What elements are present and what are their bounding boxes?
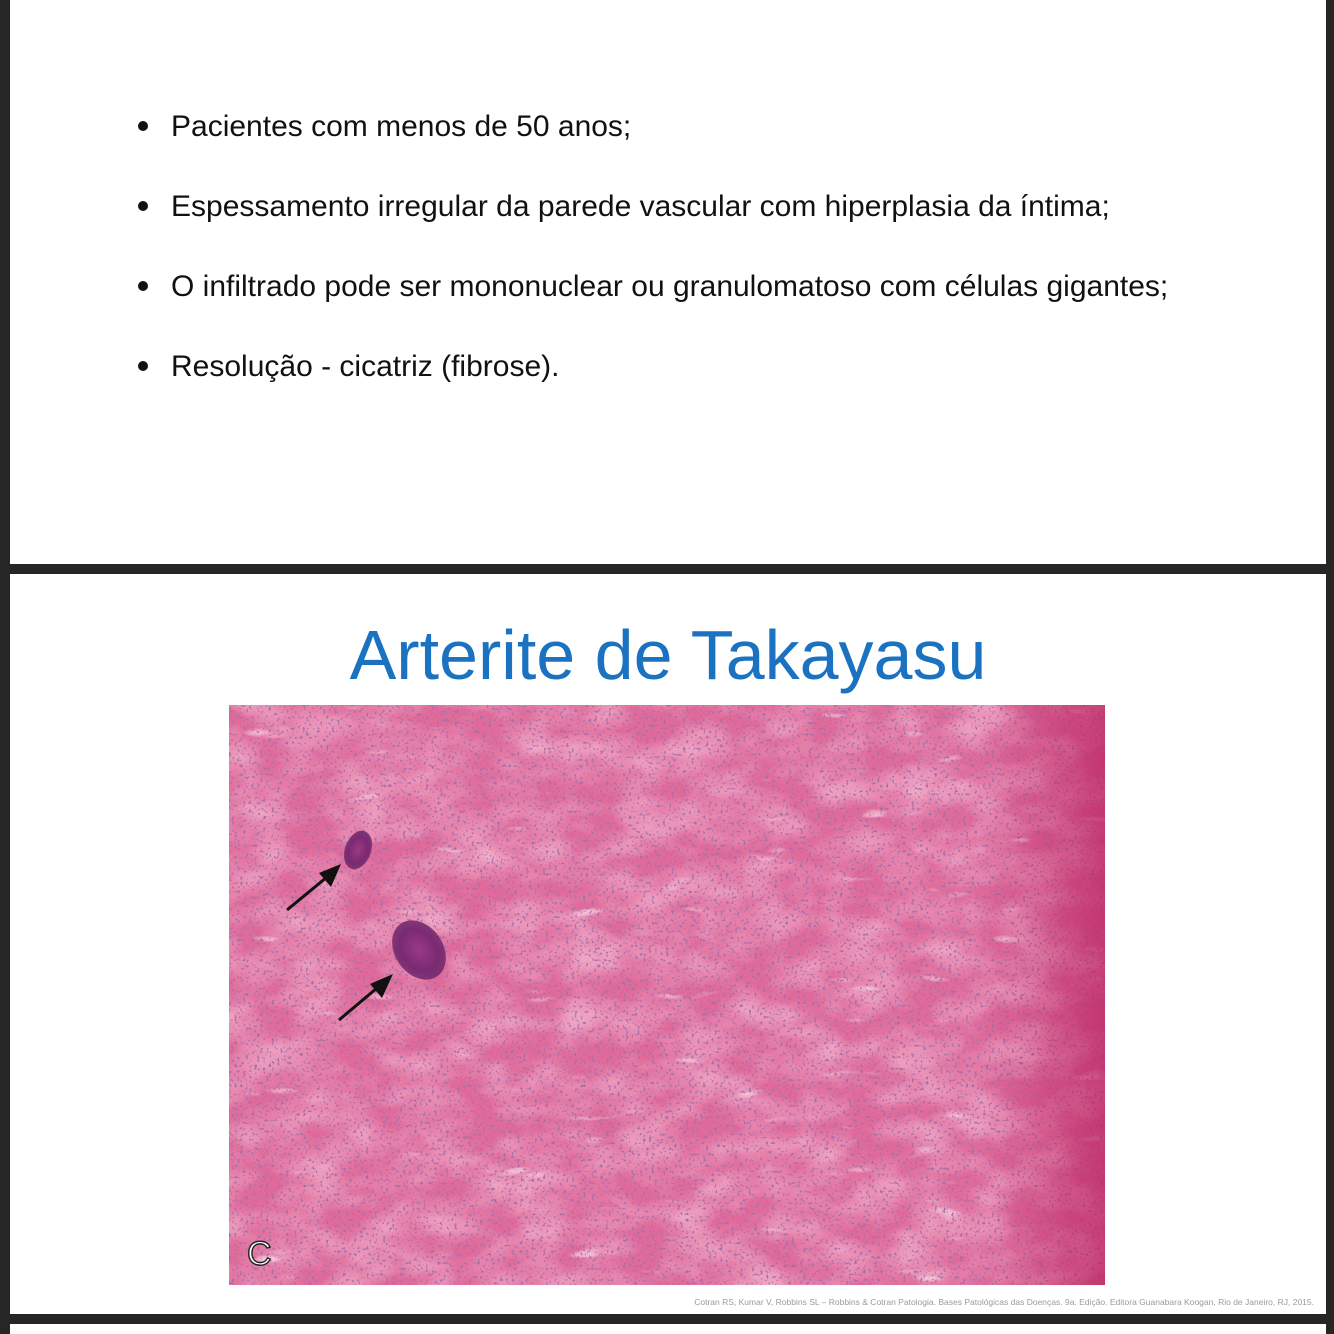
image-citation: Cotran RS, Kumar V, Robbins SL – Robbins & Cotran Patologia. Bases Patológicas das Doenças. 9a. Edição. Editora Guanabara Koogan, Rio de Janeiro, RJ, 2015. [694, 1297, 1314, 1307]
adventitia-dark-edge [229, 705, 1105, 1285]
bullet-dot-icon [138, 281, 148, 291]
bullet-text: Pacientes com menos de 50 anos; [171, 110, 632, 143]
slide-page-1 [10, 0, 1326, 564]
bullet-dot-icon [138, 361, 148, 371]
bullet-list [138, 108, 1168, 428]
slide-title: Arterite de Takayasu [349, 616, 987, 694]
bullet-dot-icon [138, 121, 148, 131]
bullet-item [138, 188, 1168, 268]
slide-page-2 [10, 574, 1326, 1314]
bullet-dot-icon [138, 201, 148, 211]
slide-page-3-edge [10, 1324, 1326, 1334]
panel-letter: C [247, 1235, 272, 1273]
bullet-item [138, 268, 1168, 348]
bullet-item [138, 108, 1168, 188]
histology-micrograph [229, 705, 1105, 1285]
bullet-text: Espessamento irregular da parede vascular com hiperplasia da íntima; [171, 190, 1110, 223]
bullet-text: O infiltrado pode ser mononuclear ou granulomatoso com células gigantes; [171, 270, 1169, 303]
bullet-text: Resolução - cicatriz (fibrose). [171, 350, 560, 383]
bullet-item [138, 348, 1168, 428]
